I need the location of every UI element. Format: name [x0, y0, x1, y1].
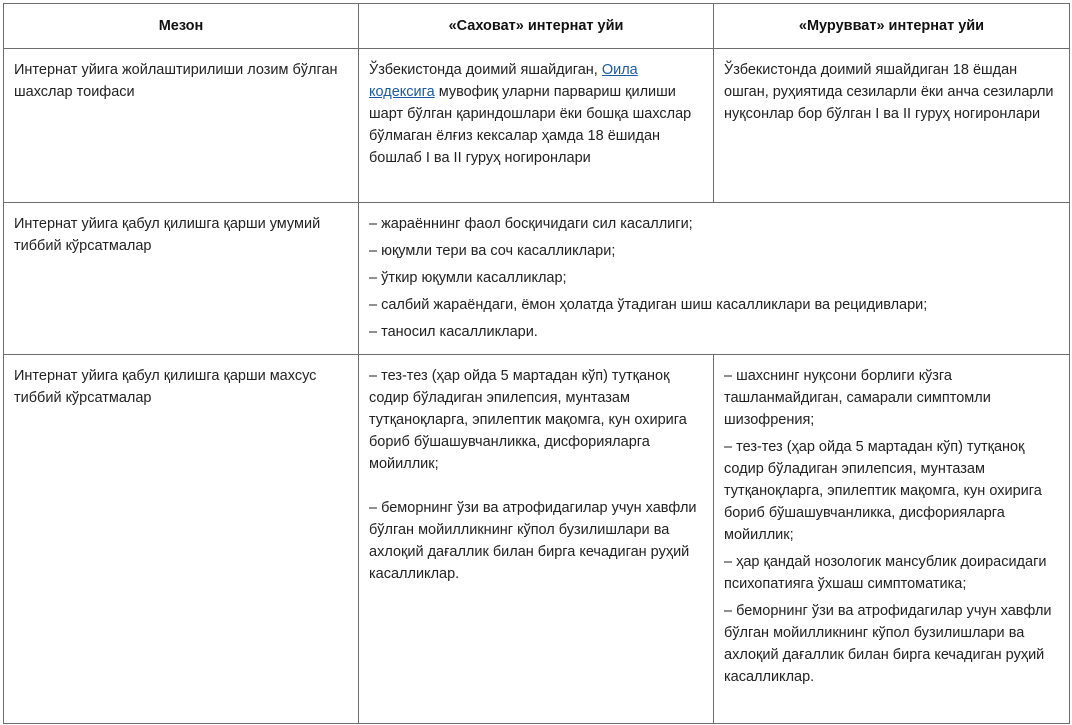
category-label: Интернат уйига жойлаштирилиши лозим бўлган шахслар тоифаси — [4, 49, 359, 203]
list-item: – тез-тез (ҳар ойда 5 мартадан кўп) тутқаноқ содир бўладиган эпилепсия, мунтазам тутқаноқларга, эпилептик мақомга, кун охирига бориб бўшашувчанликка, дисфорияларга мойиллик; — [724, 439, 1042, 543]
list-item: – таносил касалликлари. — [369, 324, 538, 340]
list-item: – беморнинг ўзи ва атрофидагилар учун хавфли бўлган мойилликнинг кўпол бузилишлари ва ахлоқий дағаллик билан бирга кечадиган руҳий касалликлар. — [369, 500, 697, 582]
list-item: – шахснинг нуқсони борлиги кўзга ташланмайдиган, самарали симптомли шизофрения; — [724, 368, 991, 428]
category-sakhovat-cell — [359, 49, 714, 203]
header-criterion: Мезон — [4, 4, 359, 49]
header-row — [4, 4, 1070, 49]
list-item: – салбий жараёндаги, ёмон ҳолатда ўтадиган шиш касалликлари ва рецидивлари; — [369, 297, 928, 313]
category-muruvvat-cell: Ўзбекистонда доимий яшайдиган 18 ёшдан ошган, руҳиятида сезиларли ёки анча сезиларли нуқсонлар бор бўлган I ва II гуруҳ ногиронлари — [714, 49, 1070, 203]
special-sakhovat-cell — [359, 355, 714, 724]
table-row-category — [4, 49, 1070, 203]
list-item: – ўткир юқумли касалликлар; — [369, 270, 567, 286]
list-item: – тез-тез (ҳар ойда 5 мартадан кўп) тутқаноқ содир бўладиган эпилепсия, мунтазам тутқаноқларга, эпилептик мақомга, кун охирига бориб бўшашувчанликка, дисфорияларга мойиллик; — [369, 368, 687, 472]
general-contraindications-list — [369, 213, 1061, 343]
criteria-table — [3, 3, 1070, 724]
special-muruvvat-cell — [714, 355, 1070, 724]
general-label: Интернат уйига қабул қилишга қарши умумий тиббий кўрсатмалар — [4, 203, 359, 355]
list-item: – жараённинг фаол босқичидаги сил касаллиги; — [369, 216, 693, 232]
header-sakhovat: «Саховат» интернат уйи — [359, 4, 714, 49]
table-row-special-contraindications — [4, 355, 1070, 724]
header-muruvvat: «Мурувват» интернат уйи — [714, 4, 1070, 49]
category-sakhovat-text-after: мувофиқ уларни парвариш қилиши шарт бўлган қариндошлари ёки бошқа шахслар бўлмаган ёлғиз кексалар ҳамда 18 ёшидан бошлаб I ва II гуруҳ ногиронлари — [369, 84, 692, 166]
category-sakhovat-text-before: Ўзбекистонда доимий яшайдиган, — [369, 62, 602, 78]
family-code-link[interactable]: Оила кодексига — [369, 62, 638, 100]
list-item: – ҳар қандай нозологик мансублик доирасидаги психопатияга ўхшаш симптоматика; — [724, 554, 1047, 592]
general-list-cell — [359, 203, 1070, 355]
table-row-general-contraindications — [4, 203, 1070, 355]
special-muruvvat-list — [724, 365, 1061, 688]
spacer — [369, 475, 705, 497]
list-item: – юқумли тери ва соч касалликлари; — [369, 243, 616, 259]
list-item: – беморнинг ўзи ва атрофидагилар учун хавфли бўлган мойилликнинг кўпол бузилишлари ва ахлоқий дағаллик билан бирга кечадиган руҳий касалликлар. — [724, 603, 1052, 685]
special-label: Интернат уйига қабул қилишга қарши махсус тиббий кўрсатмалар — [4, 355, 359, 724]
